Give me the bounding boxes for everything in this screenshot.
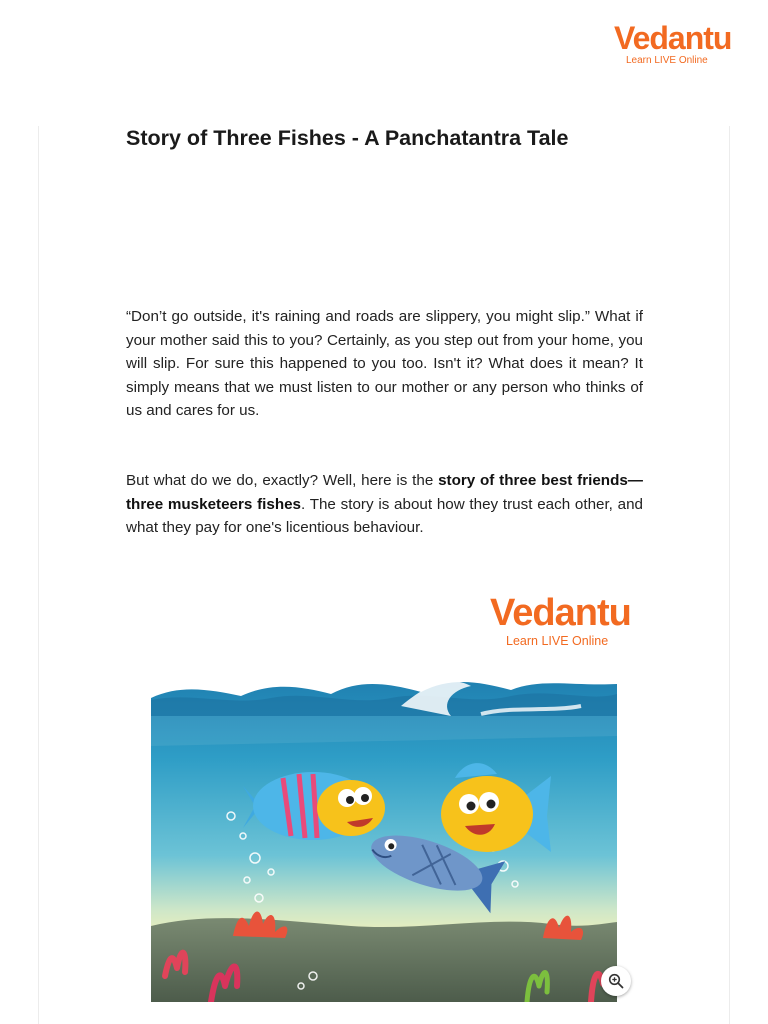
paragraph-bold-phrase: story of three best friends—three musketeers fishes (126, 472, 643, 513)
vedantu-watermark-logo (490, 594, 631, 648)
watermark-tagline: Learn LIVE Online (506, 634, 609, 648)
watermark-wordmark: Vedantu (490, 592, 631, 634)
zoom-in-icon (608, 973, 624, 989)
story-intro-paragraph (126, 469, 643, 540)
underwater-scene (151, 676, 617, 1002)
zoom-in-button[interactable] (601, 966, 631, 996)
paragraph-text-start: But what do we do, exactly? Well, here is the (126, 472, 439, 489)
fish-underwater-illustration (151, 676, 617, 1002)
page-title: Story of Three Fishes - A Panchatantra Tale (126, 126, 569, 150)
vedantu-logo[interactable] (614, 22, 731, 66)
paragraph-text-end: . The story is about how they trust each other, and what they pay for one's licentious behaviour. (126, 495, 644, 537)
intro-paragraph: “Don’t go outside, it's raining and roads are slippery, you might slip.” What if your mother said this to you? Certainly, as you step out from your home, you will slip. For sure this happened to you too. Isn't it? What does it mean? It simply means that we must listen to our mother or any person who thinks of us and cares for us. (126, 308, 643, 420)
logo-wordmark: Vedantu (614, 20, 732, 56)
logo-tagline: Learn LIVE Online (626, 55, 708, 66)
